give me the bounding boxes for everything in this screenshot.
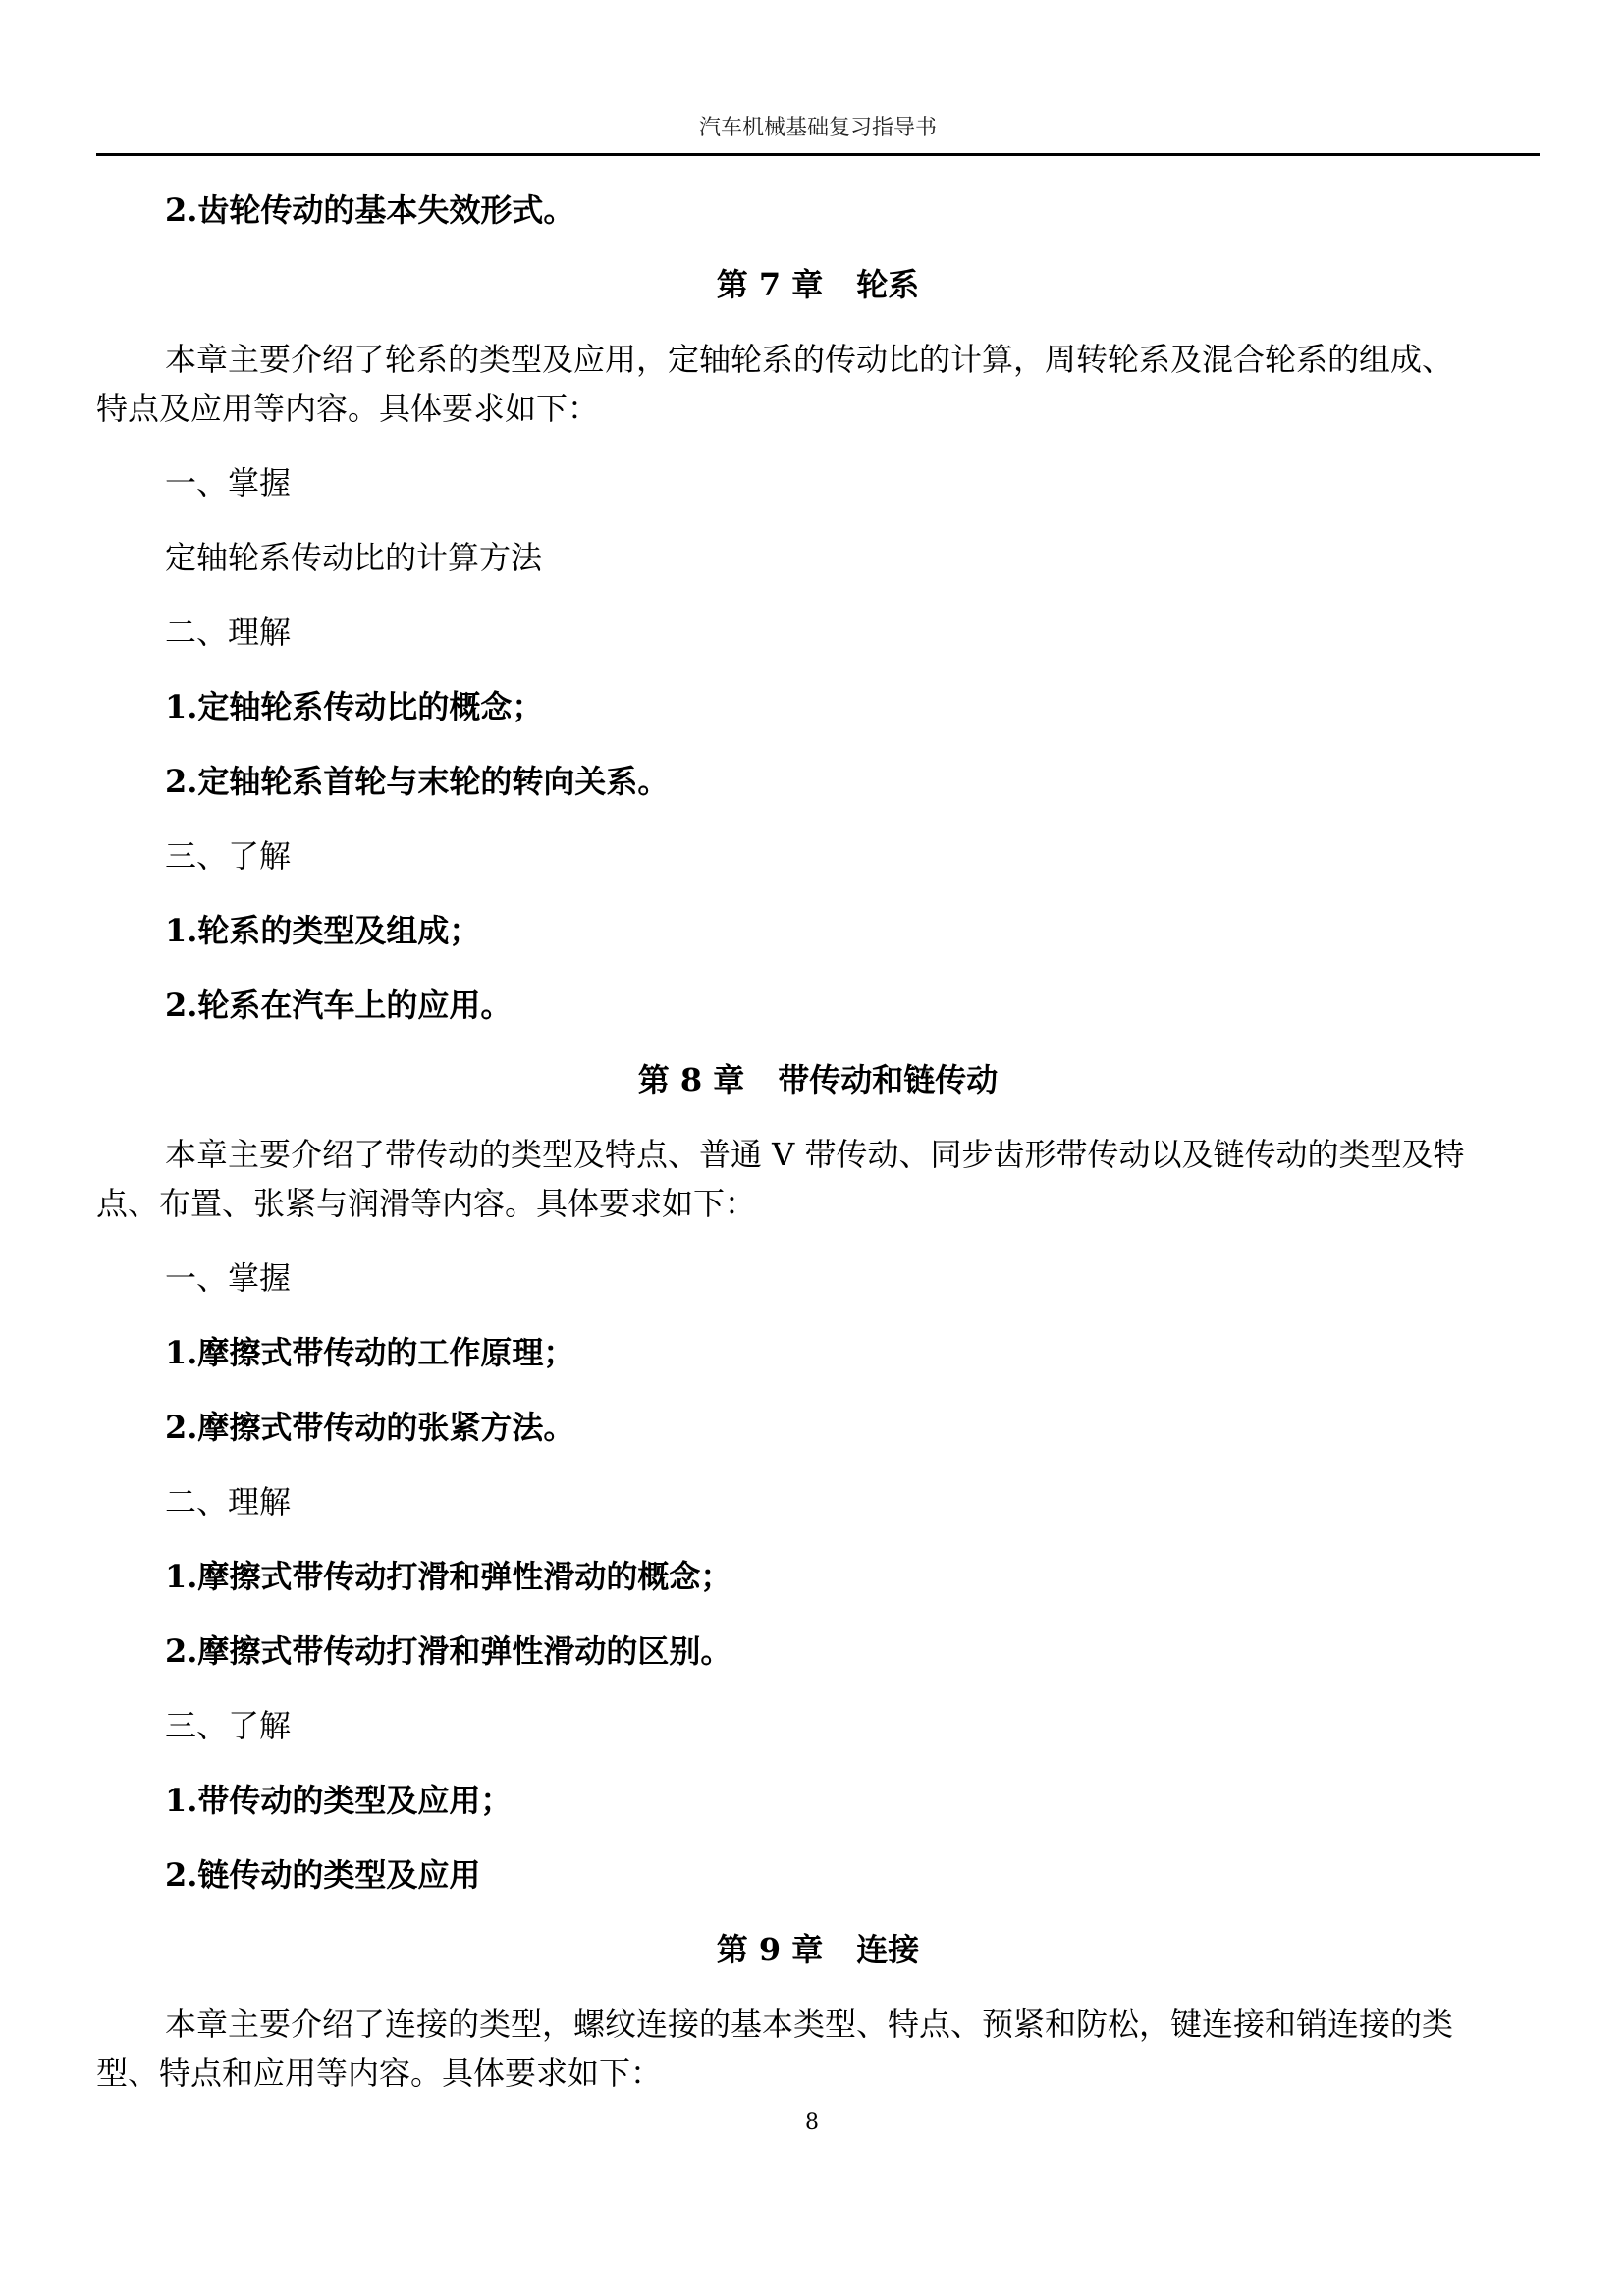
chapter-number: 第 8 章 (637, 1061, 745, 1098)
page-header (96, 110, 1540, 156)
chapter-number: 第 9 章 (716, 1931, 824, 1968)
heading-text: 三、了解 (165, 1707, 292, 1744)
section-heading (96, 1480, 1540, 1523)
chapter-intro (96, 338, 1540, 430)
chapter-title: 轮系 (856, 266, 920, 303)
list-item (96, 1331, 1540, 1374)
list-item (96, 760, 1540, 803)
item-text: 2.链传动的类型及应用 (165, 1856, 481, 1894)
heading-text: 一、掌握 (165, 1259, 292, 1297)
chapter-title: 带传动和链传动 (778, 1061, 999, 1098)
heading-text: 一、掌握 (165, 464, 292, 502)
item-text: 1.摩擦式带传动的工作原理； (165, 1334, 575, 1371)
page-number: 8 (805, 2110, 819, 2135)
item-text: 2.摩擦式带传动打滑和弹性滑动的区别。 (165, 1632, 732, 1670)
list-item (96, 536, 1540, 579)
chapter-heading (96, 1058, 1540, 1101)
chapter-number: 第 7 章 (716, 266, 824, 303)
list-item (96, 1779, 1540, 1822)
section-heading (96, 461, 1540, 505)
chapter-intro (96, 2002, 1540, 2095)
list-item (96, 1406, 1540, 1449)
intro-line-1: 本章主要介绍了带传动的类型及特点、普通 V 带传动、同步齿形带传动以及链传动的类型及特 (165, 1136, 1465, 1173)
section-heading (96, 1704, 1540, 1747)
item-text: 2.定轴轮系首轮与末轮的转向关系。 (165, 763, 670, 800)
section-heading (96, 834, 1540, 878)
list-item (96, 909, 1540, 952)
intro-line-2: 特点及应用等内容。具体要求如下： (96, 390, 600, 427)
item-text: 2.轮系在汽车上的应用。 (165, 987, 513, 1024)
list-item (96, 1853, 1540, 1896)
intro-line-2: 型、特点和应用等内容。具体要求如下： (96, 2055, 663, 2092)
section-heading (96, 611, 1540, 654)
chapter-heading (96, 1928, 1540, 1971)
chapter-intro (96, 1133, 1540, 1225)
intro-line-1: 本章主要介绍了连接的类型，螺纹连接的基本类型、特点、预紧和防松，键连接和销连接的类 (165, 2005, 1454, 2043)
item-text: 1.带传动的类型及应用； (165, 1782, 513, 1819)
section-heading (96, 1256, 1540, 1300)
heading-text: 二、理解 (165, 1483, 292, 1521)
item-text: 1.轮系的类型及组成； (165, 912, 481, 949)
intro-line-2: 点、布置、张紧与润滑等内容。具体要求如下： (96, 1185, 757, 1222)
intro-line-1: 本章主要介绍了轮系的类型及应用，定轴轮系的传动比的计算，周转轮系及混合轮系的组成、 (165, 341, 1454, 378)
chapter-title: 连接 (856, 1931, 920, 1968)
list-item (96, 984, 1540, 1027)
page-content (96, 188, 1540, 2095)
header-title: 汽车机械基础复习指导书 (698, 116, 937, 140)
item-text: 1.定轴轮系传动比的概念； (165, 688, 544, 725)
heading-text: 三、了解 (165, 837, 292, 875)
item-text: 1.摩擦式带传动打滑和弹性滑动的概念； (165, 1558, 732, 1595)
list-item (96, 188, 1540, 232)
heading-text: 二、理解 (165, 614, 292, 651)
list-item (96, 1629, 1540, 1673)
item-text: 2.摩擦式带传动的张紧方法。 (165, 1409, 575, 1446)
list-item (96, 685, 1540, 728)
item-text: 2.齿轮传动的基本失效形式。 (165, 191, 575, 229)
list-item (96, 1555, 1540, 1598)
item-text: 定轴轮系传动比的计算方法 (165, 539, 543, 576)
chapter-heading (96, 263, 1540, 306)
